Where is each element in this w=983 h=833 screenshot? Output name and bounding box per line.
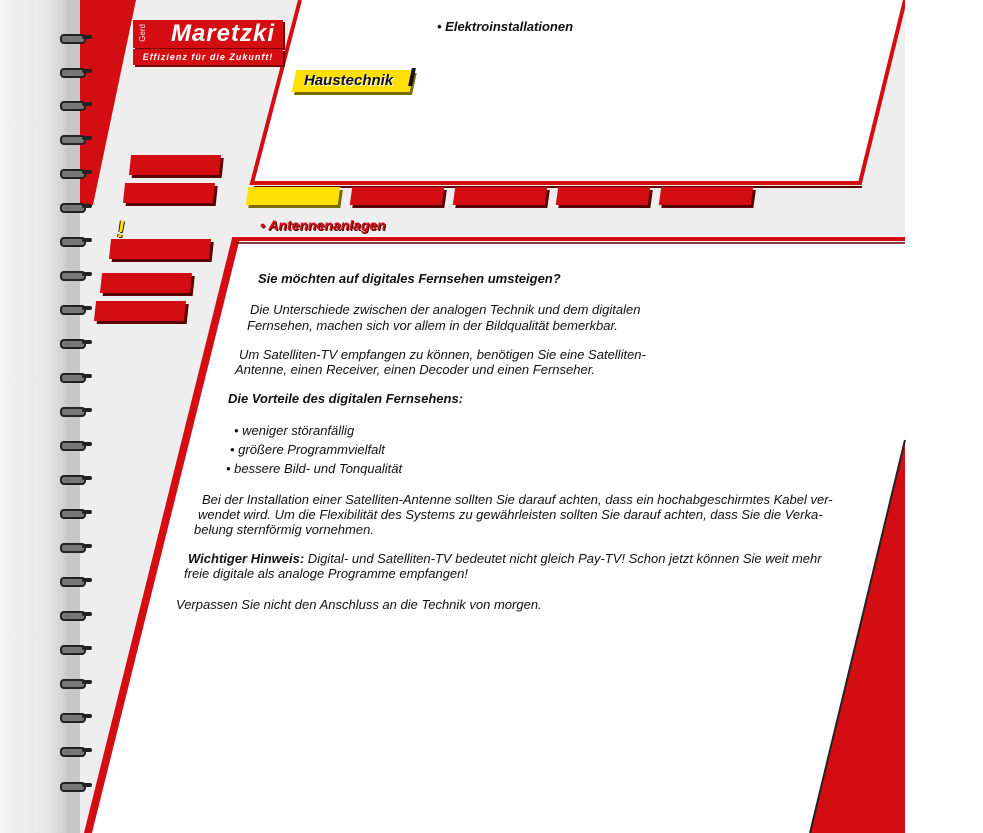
binder-ring: [60, 99, 92, 109]
binder-ring: [60, 507, 92, 517]
binder-ring: [60, 541, 92, 551]
hint-line: [188, 551, 822, 567]
list-item: • größere Programmvielfalt: [230, 442, 385, 457]
binder-ring: [60, 473, 92, 483]
sidebar-button-3[interactable]: [109, 239, 211, 259]
binder-ring: [60, 371, 92, 381]
sidebar-button-4[interactable]: [100, 273, 192, 293]
tab-4[interactable]: [556, 187, 651, 205]
hint-text: Digital- und Satelliten-TV bedeutet nicht gleich Pay-TV! Schon jetzt können Sie weit mehr: [304, 551, 822, 566]
paragraph-line: belung sternförmig vornehmen.: [194, 522, 374, 537]
binder-ring: [60, 201, 92, 211]
paragraph-line: Antenne, einen Receiver, einen Decoder und einen Fernseher.: [235, 362, 596, 377]
binder-ring: [60, 32, 92, 42]
right-top-grey: [905, 0, 983, 236]
logo-slogan: Effizienz für die Zukunft!: [133, 49, 283, 65]
logo-name: Maretzki: [133, 20, 283, 48]
binder-ring: [60, 780, 92, 790]
binder-ring: [60, 66, 92, 76]
binder-ring: [60, 643, 92, 653]
nav-link-elektroinstallationen[interactable]: • Elektroinstallationen: [437, 19, 574, 34]
binder-ring: [60, 609, 92, 619]
category-label-text: Haustechnik: [304, 72, 394, 89]
binder-ring: [60, 711, 92, 721]
closing-line: Verpassen Sie nicht den Anschluss an die Technik von morgen.: [176, 597, 542, 612]
section-title: • Antennenanlagen: [260, 217, 386, 233]
paragraph-line: Bei der Installation einer Satelliten-Antenne sollten Sie darauf achten, dass ein hochabgeschirmtes Kabel ver-: [202, 492, 833, 507]
tab-5[interactable]: [659, 187, 754, 205]
attention-icon: !: [114, 216, 128, 243]
list-item: • weniger störanfällig: [234, 423, 355, 438]
binder-ring: [60, 303, 92, 313]
paragraph-line: Fernsehen, machen sich vor allem in der Bildqualität bemerkbar.: [247, 318, 618, 333]
logo-prefix: Gerd: [138, 24, 147, 42]
paragraph-line: wendet wird. Um die Flexibilität des Systems zu gewährleisten sollten Sie darauf achten, dass Sie die Verka-: [198, 507, 823, 522]
sidebar-button-5[interactable]: [94, 301, 186, 321]
binder-ring: [60, 405, 92, 415]
binder-ring: [60, 133, 92, 143]
tab-2[interactable]: [350, 187, 445, 205]
binder-ring: [60, 677, 92, 687]
paragraph-line: Um Satelliten-TV empfangen zu können, benötigen Sie eine Satelliten-: [239, 347, 646, 362]
paragraph-line: Die Unterschiede zwischen der analogen Technik und dem digitalen: [250, 302, 641, 317]
paragraph-line: freie digitale als analoge Programme empfangen!: [184, 566, 469, 581]
tab-1-active[interactable]: [246, 187, 341, 205]
content-heading: Sie möchten auf digitales Fernsehen umsteigen?: [258, 271, 561, 286]
binder-ring: [60, 167, 92, 177]
list-item: • bessere Bild- und Tonqualität: [226, 461, 403, 476]
category-label: [292, 70, 415, 92]
right-grey-panel: [905, 236, 983, 833]
binder-ring: [60, 235, 92, 245]
binder-ring: [60, 269, 92, 279]
hint-label: Wichtiger Hinweis:: [188, 551, 305, 566]
advantages-heading: Die Vorteile des digitalen Fernsehens:: [228, 391, 464, 406]
sidebar-button-2[interactable]: [123, 183, 215, 203]
binder-ring: [60, 745, 92, 755]
tab-3[interactable]: [453, 187, 548, 205]
company-logo[interactable]: [133, 20, 283, 66]
sidebar-button-1[interactable]: [129, 155, 221, 175]
binder-ring: [60, 337, 92, 347]
binder-ring: [60, 575, 92, 585]
binder-ring: [60, 439, 92, 449]
